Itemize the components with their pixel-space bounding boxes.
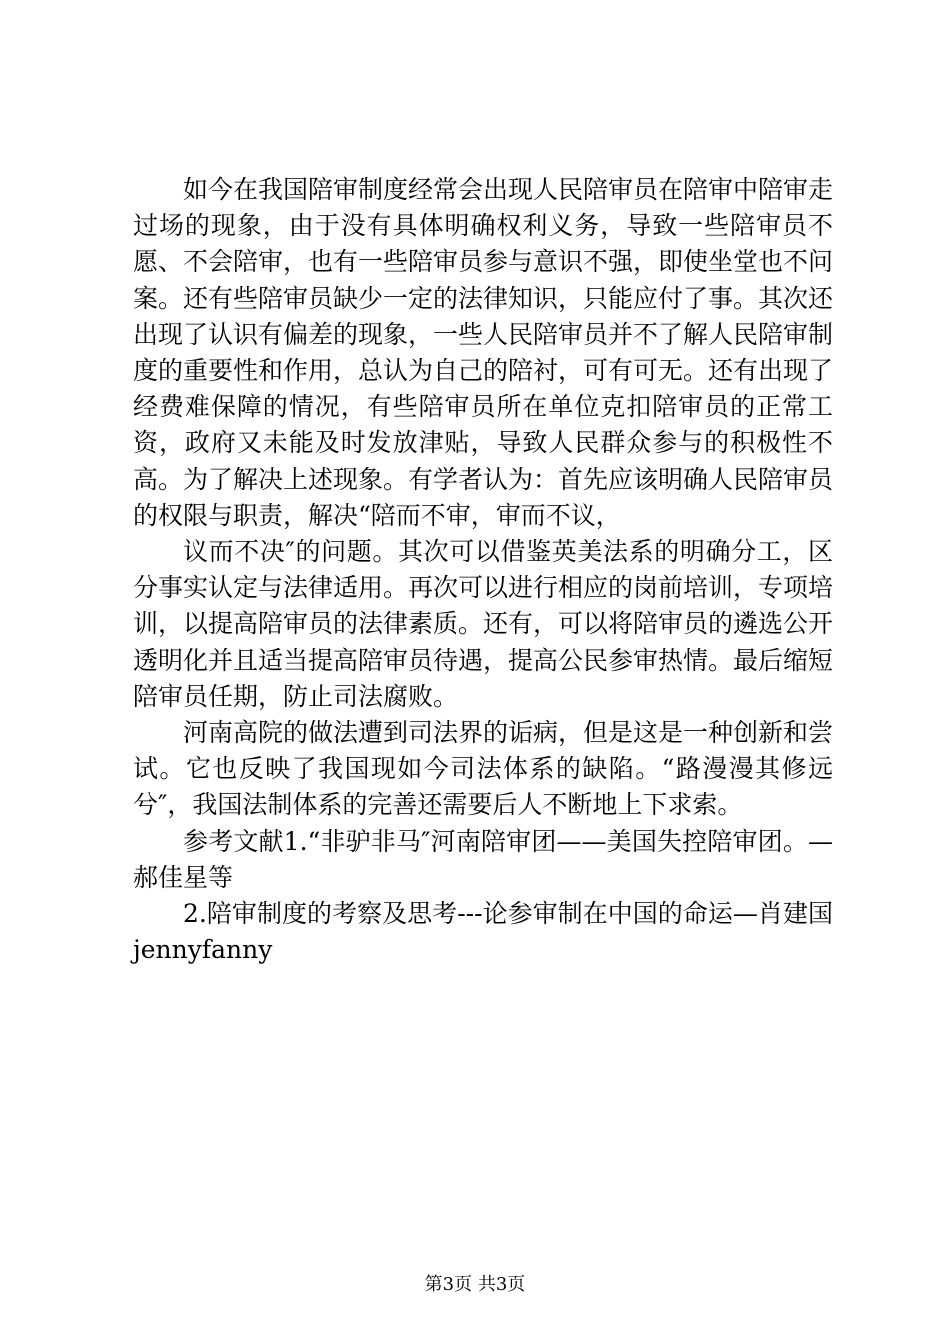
page-footer: 第3页 共3页 xyxy=(424,1274,526,1295)
paragraph-3: 河南高院的做法遭到司法界的诟病，但是这是一种创新和尝试。它也反映了我国现如今司法体系的缺陷。“路漫漫其修远兮″，我国法制体系的完善还需要后人不断地上下求索。 xyxy=(133,718,834,820)
paragraph-2: 议而不决″的问题。其次可以借鉴英美法系的明确分工，区分事实认定与法律适用。再次可以进行相应的岗前培训，专项培训，以提高陪审员的法律素质。还有，可以将陪审员的遴选公开透明化并且适当提高陪审员待遇，提高公民参审热情。最后缩短陪审员任期，防止司法腐败。 xyxy=(133,537,834,711)
reference-2: 2.陪审制度的考察及思考---论参审制在中国的命运—肖建国 jennyfanny xyxy=(133,899,833,965)
reference-1: 参考文献1.“非驴非马″河南陪审团——美国失控陪审团。—郝佳星等 xyxy=(133,826,833,892)
body-text xyxy=(133,172,833,968)
paragraph-1: 如今在我国陪审制度经常会出现人民陪审员在陪审中陪审走过场的现象，由于没有具体明确权利义务，导致一些陪审员不愿、不会陪审，也有一些陪审员参与意识不强，即使坐堂也不问案。还有些陪审员缺少一定的法律知识，只能应付了事。其次还出现了认识有偏差的现象，一些人民陪审员并不了解人民陪审制度的重要性和作用，总认为自己的陪衬，可有可无。还有出现了经费难保障的情况，有些陪审员所在单位克扣陪审员的正常工资，政府又未能及时发放津贴，导致人民群众参与的积极性不高。为了解决上述现象。有学者认为：首先应该明确人民陪审员的权限与职责，解决“陪而不审，审而不议， xyxy=(133,175,834,530)
